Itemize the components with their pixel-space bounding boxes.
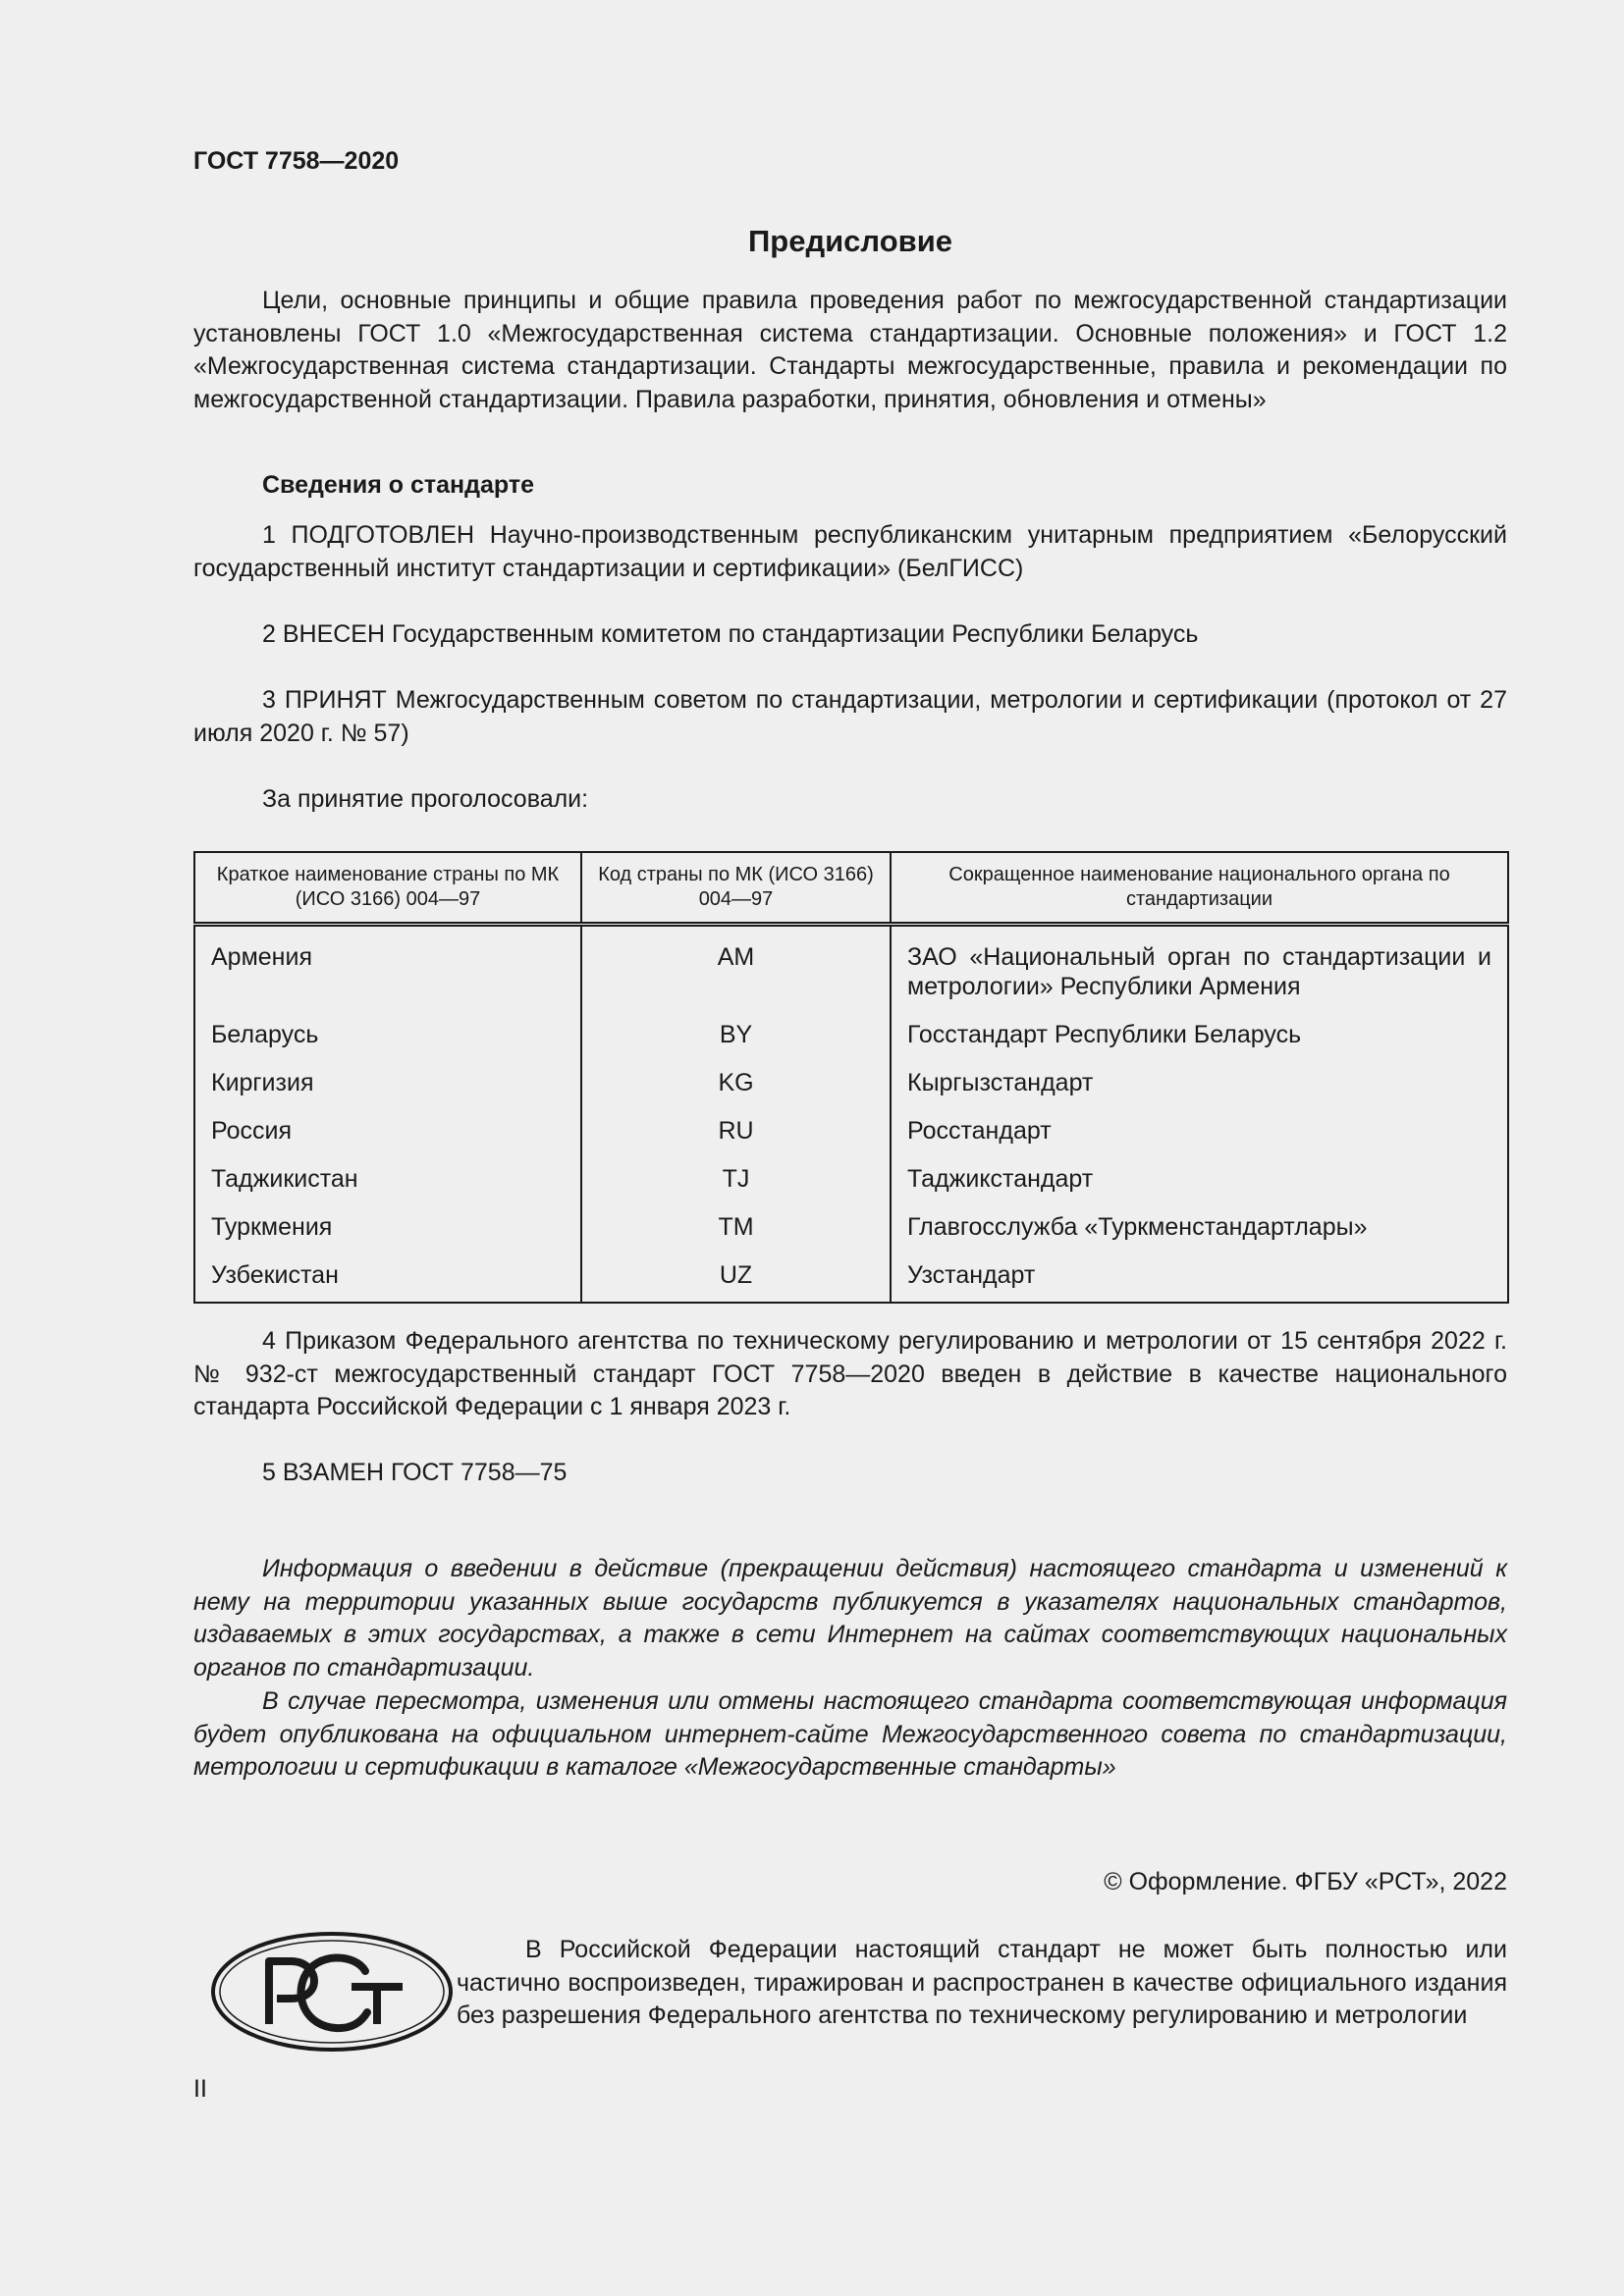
- cell-code: AM: [581, 925, 891, 1005]
- cell-code: TM: [581, 1197, 891, 1245]
- document-code: ГОСТ 7758—2020: [193, 147, 400, 175]
- header-org: Сокращенное наименование национального органа по стандартизации: [891, 852, 1508, 925]
- cell-org: Кыргызстандарт: [891, 1052, 1508, 1100]
- page-title: Предисловие: [747, 224, 952, 258]
- cell-code: KG: [581, 1052, 891, 1100]
- cell-org: Росстандарт: [891, 1100, 1508, 1148]
- item-4: 4 Приказом Федерального агентства по техническому регулированию и метрологии от 15 сентября 2022 г. № 932-ст межгосударственный стандарт ГОСТ 7758—2020 введен в действие в качестве национального стандарта Российской Федерации с 1 января 2023 г.: [193, 1327, 1507, 1420]
- note-2: В случае пересмотра, изменения или отмены настоящего стандарта соответствующая информация будет опубликована на официальном интернет-сайте Межгосударственного совета по стандартизации, метрологии и сертификации в каталоге «Межгосударственные стандарты»: [193, 1687, 1507, 1781]
- item-5: 5 ВЗАМЕН ГОСТ 7758—75: [262, 1459, 568, 1486]
- cell-country: Беларусь: [194, 1004, 581, 1052]
- cell-org: ЗАО «Национальный орган по стандартизации и метрологии» Республики Армения: [891, 925, 1508, 1005]
- cell-country: Таджикистан: [194, 1148, 581, 1197]
- header-country: Краткое наименование страны по МК (ИСО 3166) 004—97: [194, 852, 581, 925]
- table-row: [194, 1052, 1508, 1100]
- info-heading: Сведения о стандарте: [262, 471, 535, 499]
- table-row: [194, 1148, 1508, 1197]
- table-row: [194, 1197, 1508, 1245]
- cell-org: Госстандарт Республики Беларусь: [891, 1004, 1508, 1052]
- cell-code: TJ: [581, 1148, 891, 1197]
- countries-table: [193, 851, 1509, 1304]
- item-2: 2 ВНЕСЕН Государственным комитетом по стандартизации Республики Беларусь: [262, 620, 1199, 648]
- table-row: [194, 1245, 1508, 1303]
- cell-code: BY: [581, 1004, 891, 1052]
- cell-country: Туркмения: [194, 1197, 581, 1245]
- header-code: Код страны по МК (ИСО 3166) 004—97: [581, 852, 891, 925]
- note-1: Информация о введении в действие (прекращении действия) настоящего стандарта и изменений к нему на территории указанных выше государств публикуется в указателях национальных стандартов, издаваемых в этих государствах, а также в сети Интернет на сайтах соответствующих национальных органов по стандартизации.: [193, 1555, 1507, 1682]
- item-3: 3 ПРИНЯТ Межгосударственным советом по стандартизации, метрологии и сертификации (протокол от 27 июля 2020 г. № 57): [193, 686, 1507, 747]
- cell-org: Узстандарт: [891, 1245, 1508, 1303]
- table-header-row: [194, 852, 1508, 925]
- cell-org: Таджикстандарт: [891, 1148, 1508, 1197]
- table-row: [194, 1004, 1508, 1052]
- cell-country: Киргизия: [194, 1052, 581, 1100]
- intro-paragraph: Цели, основные принципы и общие правила проведения работ по межгосударственной стандартизации установлены ГОСТ 1.0 «Межгосударственная система стандартизации. Основные положения» и ГОСТ 1.2 «Межгосударственная система стандартизации. Стандарты межгосударственные, правила и рекомендации по межгосударственной стандартизации. Правила разработки, принятия, обновления и отмены»: [193, 287, 1507, 413]
- table-row: [194, 1100, 1508, 1148]
- cell-code: UZ: [581, 1245, 891, 1303]
- item-1: 1 ПОДГОТОВЛЕН Научно-производственным республиканским унитарным предприятием «Белорусский государственный институт стандартизации и сертификации» (БелГИСС): [193, 521, 1507, 582]
- cell-country: Узбекистан: [194, 1245, 581, 1303]
- table-row: [194, 925, 1508, 1005]
- footer-text: В Российской Федерации настоящий стандарт не может быть полностью или частично воспроизведен, тиражирован и распространен в качестве официального издания без разрешения Федерального агентства по техническому регулированию и метрологии: [457, 1936, 1507, 2029]
- cell-org: Главгосслужба «Туркменстандартлары»: [891, 1197, 1508, 1245]
- cell-country: Армения: [194, 925, 581, 1005]
- cell-code: RU: [581, 1100, 891, 1148]
- page-number: II: [193, 2075, 207, 2103]
- voted-label: За принятие проголосовали:: [262, 785, 589, 813]
- rst-logo-icon: [208, 1930, 456, 2054]
- copyright: © Оформление. ФГБУ «РСТ», 2022: [1104, 1868, 1507, 1896]
- cell-country: Россия: [194, 1100, 581, 1148]
